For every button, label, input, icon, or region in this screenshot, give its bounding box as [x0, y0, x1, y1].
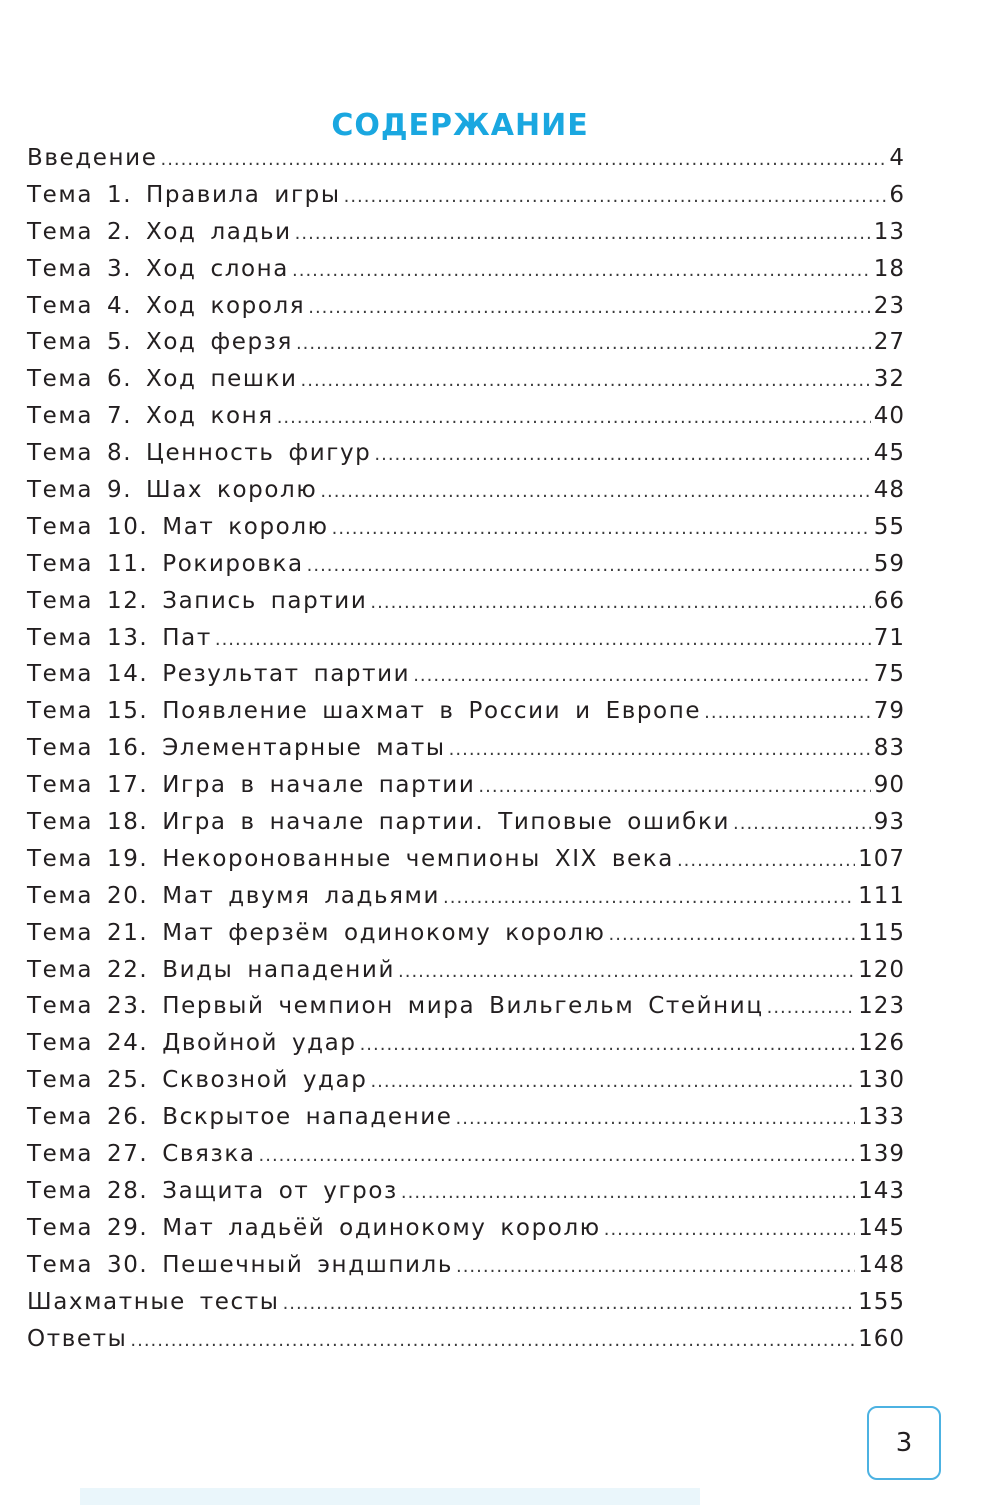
- toc-entry-page: 93: [873, 809, 905, 836]
- toc-entry: [27, 1178, 905, 1215]
- dot-leader: [677, 846, 855, 872]
- toc-entry-page: 139: [858, 1141, 905, 1168]
- toc-entry-title: Тема 27. Связка: [27, 1141, 256, 1168]
- dot-leader: [443, 883, 855, 909]
- toc-entry-title: Тема 19. Некоронованные чемпионы XIX века: [27, 845, 674, 872]
- toc-entry-title: Ответы: [27, 1325, 128, 1352]
- toc-entry-title: Тема 20. Мат двумя ладьями: [27, 882, 441, 909]
- toc-entry: [27, 145, 905, 182]
- toc-entry-page: 23: [873, 292, 905, 319]
- dot-leader: [374, 440, 870, 466]
- toc-entry-title: Тема 7. Ход коня: [27, 403, 274, 430]
- toc-entry-page: 59: [873, 550, 905, 577]
- toc-entry-title: Тема 6. Ход пешки: [27, 366, 298, 393]
- toc-entry-page: 120: [858, 956, 905, 983]
- table-of-contents: [27, 145, 905, 1362]
- toc-entry-page: 107: [858, 845, 905, 872]
- dot-leader: [609, 920, 856, 946]
- toc-entry: [27, 256, 905, 293]
- toc-entry: [27, 1289, 905, 1326]
- toc-entry-title: Тема 24. Двойной удар: [27, 1030, 357, 1057]
- dot-leader: [767, 993, 856, 1019]
- toc-entry-page: 6: [889, 181, 905, 208]
- toc-entry-page: 133: [858, 1104, 905, 1131]
- toc-entry: [27, 219, 905, 256]
- toc-entry-page: 66: [873, 587, 905, 614]
- toc-entry: [27, 366, 905, 403]
- dot-leader: [320, 477, 870, 503]
- toc-entry-title: Тема 4. Ход короля: [27, 292, 306, 319]
- toc-entry-page: 126: [858, 1030, 905, 1057]
- toc-entry-page: 79: [873, 698, 905, 725]
- toc-entry-title: Тема 26. Вскрытое нападение: [27, 1104, 453, 1131]
- toc-entry-page: 115: [858, 919, 905, 946]
- toc-entry-page: 160: [858, 1325, 905, 1352]
- page-number-badge: 3: [867, 1406, 941, 1480]
- dot-leader: [301, 366, 871, 392]
- toc-entry: [27, 735, 905, 772]
- toc-entry-title: Тема 17. Игра в начале партии: [27, 772, 476, 799]
- toc-entry-page: 145: [858, 1214, 905, 1241]
- toc-entry-page: 90: [873, 772, 905, 799]
- toc-entry-page: 18: [873, 255, 905, 282]
- toc-entry-title: Тема 18. Игра в начале партии. Типовые ошибки: [27, 809, 731, 836]
- dot-leader: [398, 957, 855, 983]
- toc-entry-title: Тема 2. Ход ладьи: [27, 218, 292, 245]
- toc-entry-title: Тема 15. Появление шахмат в России и Европе: [27, 698, 702, 725]
- toc-entry: [27, 514, 905, 551]
- toc-entry: [27, 698, 905, 735]
- toc-entry: [27, 1030, 905, 1067]
- dot-leader: [308, 293, 870, 319]
- toc-entry: [27, 1104, 905, 1141]
- toc-entry: [27, 920, 905, 957]
- toc-entry-title: Тема 14. Результат партии: [27, 661, 411, 688]
- toc-entry-title: Введение: [27, 145, 158, 171]
- decorative-bottom-band: [80, 1488, 700, 1505]
- toc-entry-title: Тема 1. Правила игры: [27, 181, 341, 208]
- toc-entry: [27, 1215, 905, 1252]
- toc-entry: [27, 440, 905, 477]
- dot-leader: [704, 698, 871, 724]
- toc-entry-title: Тема 30. Пешечный эндшпиль: [27, 1251, 453, 1278]
- toc-entry-page: 48: [873, 477, 905, 504]
- toc-entry: [27, 993, 905, 1030]
- toc-entry-title: Тема 29. Мат ладьёй одинокому королю: [27, 1214, 601, 1241]
- toc-entry: [27, 809, 905, 846]
- toc-entry: [27, 625, 905, 662]
- toc-entry: [27, 551, 905, 588]
- dot-leader: [449, 735, 871, 761]
- toc-entry-title: Тема 22. Виды нападений: [27, 956, 395, 983]
- toc-entry-page: 45: [873, 440, 905, 467]
- dot-leader: [292, 256, 871, 282]
- toc-entry: [27, 403, 905, 440]
- dot-leader: [370, 1067, 855, 1093]
- toc-entry: [27, 182, 905, 219]
- toc-entry-title: Тема 5. Ход ферзя: [27, 329, 293, 356]
- toc-entry-title: Тема 9. Шах королю: [27, 477, 318, 504]
- dot-leader: [478, 772, 870, 798]
- dot-leader: [283, 1289, 856, 1315]
- toc-entry-page: 27: [873, 329, 905, 356]
- toc-entry-page: 75: [873, 661, 905, 688]
- toc-entry-title: Тема 11. Рокировка: [27, 550, 304, 577]
- toc-entry-page: 55: [873, 513, 905, 540]
- toc-entry-page: 130: [858, 1067, 905, 1094]
- toc-entry-page: 71: [873, 624, 905, 651]
- dot-leader: [307, 551, 871, 577]
- toc-entry-page: 83: [873, 735, 905, 762]
- toc-entry-page: 111: [858, 882, 905, 909]
- toc-entry-title: Шахматные тесты: [27, 1288, 280, 1315]
- dot-leader: [130, 1326, 855, 1352]
- toc-entry-title: Тема 25. Сквозной удар: [27, 1067, 368, 1094]
- toc-entry: [27, 293, 905, 330]
- toc-entry-page: 123: [858, 993, 905, 1020]
- toc-entry: [27, 846, 905, 883]
- dot-leader: [215, 625, 871, 651]
- toc-entry-title: Тема 12. Запись партии: [27, 587, 368, 614]
- dot-leader: [401, 1178, 855, 1204]
- toc-entry-page: 40: [873, 403, 905, 430]
- toc-entry: [27, 477, 905, 514]
- dot-leader: [604, 1215, 855, 1241]
- toc-entry-page: 13: [873, 218, 905, 245]
- toc-entry-page: 148: [858, 1251, 905, 1278]
- toc-entry-page: 155: [858, 1288, 905, 1315]
- toc-entry: [27, 1252, 905, 1289]
- toc-entry-title: Тема 23. Первый чемпион мира Вильгельм Стейниц: [27, 993, 764, 1020]
- toc-entry: [27, 588, 905, 625]
- dot-leader: [296, 329, 871, 355]
- toc-entry-title: Тема 28. Защита от угроз: [27, 1177, 398, 1204]
- toc-entry: [27, 957, 905, 994]
- toc-entry-title: Тема 16. Элементарные маты: [27, 735, 446, 762]
- toc-entry: [27, 329, 905, 366]
- toc-entry-page: 32: [873, 366, 905, 393]
- dot-leader: [344, 182, 887, 208]
- toc-entry: [27, 1326, 905, 1363]
- toc-entry: [27, 661, 905, 698]
- toc-entry-title: Тема 21. Мат ферзём одинокому королю: [27, 919, 606, 946]
- dot-leader: [259, 1141, 856, 1167]
- dot-leader: [456, 1104, 856, 1130]
- toc-entry-title: Тема 8. Ценность фигур: [27, 440, 372, 467]
- dot-leader: [160, 145, 886, 171]
- toc-entry-page: 4: [889, 145, 905, 171]
- toc-entry-title: Тема 3. Ход слона: [27, 255, 290, 282]
- toc-entry-page: 143: [858, 1177, 905, 1204]
- dot-leader: [277, 403, 871, 429]
- dot-leader: [370, 588, 870, 614]
- toc-entry: [27, 883, 905, 920]
- toc-entry-title: Тема 13. Пат: [27, 624, 212, 651]
- dot-leader: [456, 1252, 855, 1278]
- toc-entry: [27, 1141, 905, 1178]
- dot-leader: [413, 661, 871, 687]
- toc-entry: [27, 772, 905, 809]
- dot-leader: [295, 219, 871, 245]
- page-title: СОДЕРЖАНИЕ: [331, 108, 589, 144]
- dot-leader: [332, 514, 871, 540]
- toc-entry-title: Тема 10. Мат королю: [27, 513, 329, 540]
- dot-leader: [733, 809, 871, 835]
- toc-entry: [27, 1067, 905, 1104]
- dot-leader: [360, 1030, 856, 1056]
